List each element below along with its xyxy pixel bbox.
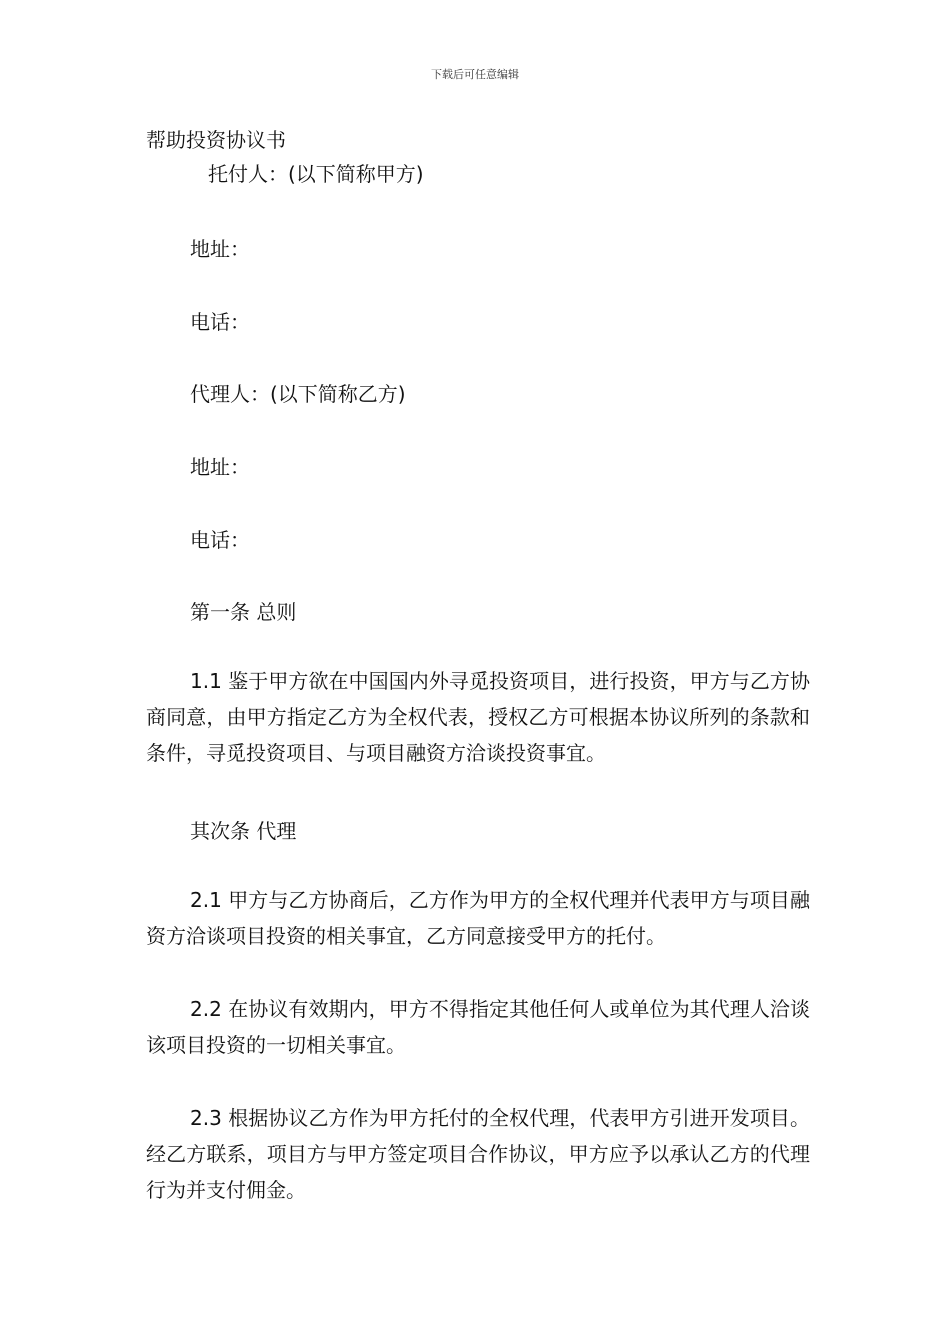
clause-1-1: 1.1 鉴于甲方欲在中国国内外寻觅投资项目，进行投资，甲方与乙方协商同意，由甲方指定乙方为全权代表，授权乙方可根据本协议所列的条款和条件，寻觅投资项目、与项目融资方洽谈投资事宜。 [146, 669, 810, 765]
party-b-address: 地址： [190, 455, 250, 479]
party-b-phone: 电话： [190, 528, 250, 552]
party-a-label: 托付人：(以下简称甲方) [208, 162, 424, 186]
party-a-address: 地址： [190, 237, 250, 261]
clause-2-2: 2.2 在协议有效期内，甲方不得指定其他任何人或单位为其代理人洽谈该项目投资的一切相关事宜。 [146, 997, 810, 1057]
article-2-heading: 其次条 代理 [190, 819, 297, 843]
clause-2-1: 2.1 甲方与乙方协商后，乙方作为甲方的全权代理并代表甲方与项目融资方洽谈项目投资的相关事宜，乙方同意接受甲方的托付。 [146, 888, 810, 948]
article-1-heading: 第一条 总则 [190, 600, 297, 624]
party-a-phone: 电话： [190, 310, 250, 334]
clause-2-3: 2.3 根据协议乙方作为甲方托付的全权代理，代表甲方引进开发项目。经乙方联系，项目方与甲方签定项目合作协议，甲方应予以承认乙方的代理行为并支付佣金。 [146, 1106, 810, 1202]
document-title: 帮助投资协议书 [146, 128, 286, 152]
header-note: 下载后可任意编辑 [431, 68, 519, 81]
party-b-label: 代理人：(以下简称乙方) [190, 382, 406, 406]
